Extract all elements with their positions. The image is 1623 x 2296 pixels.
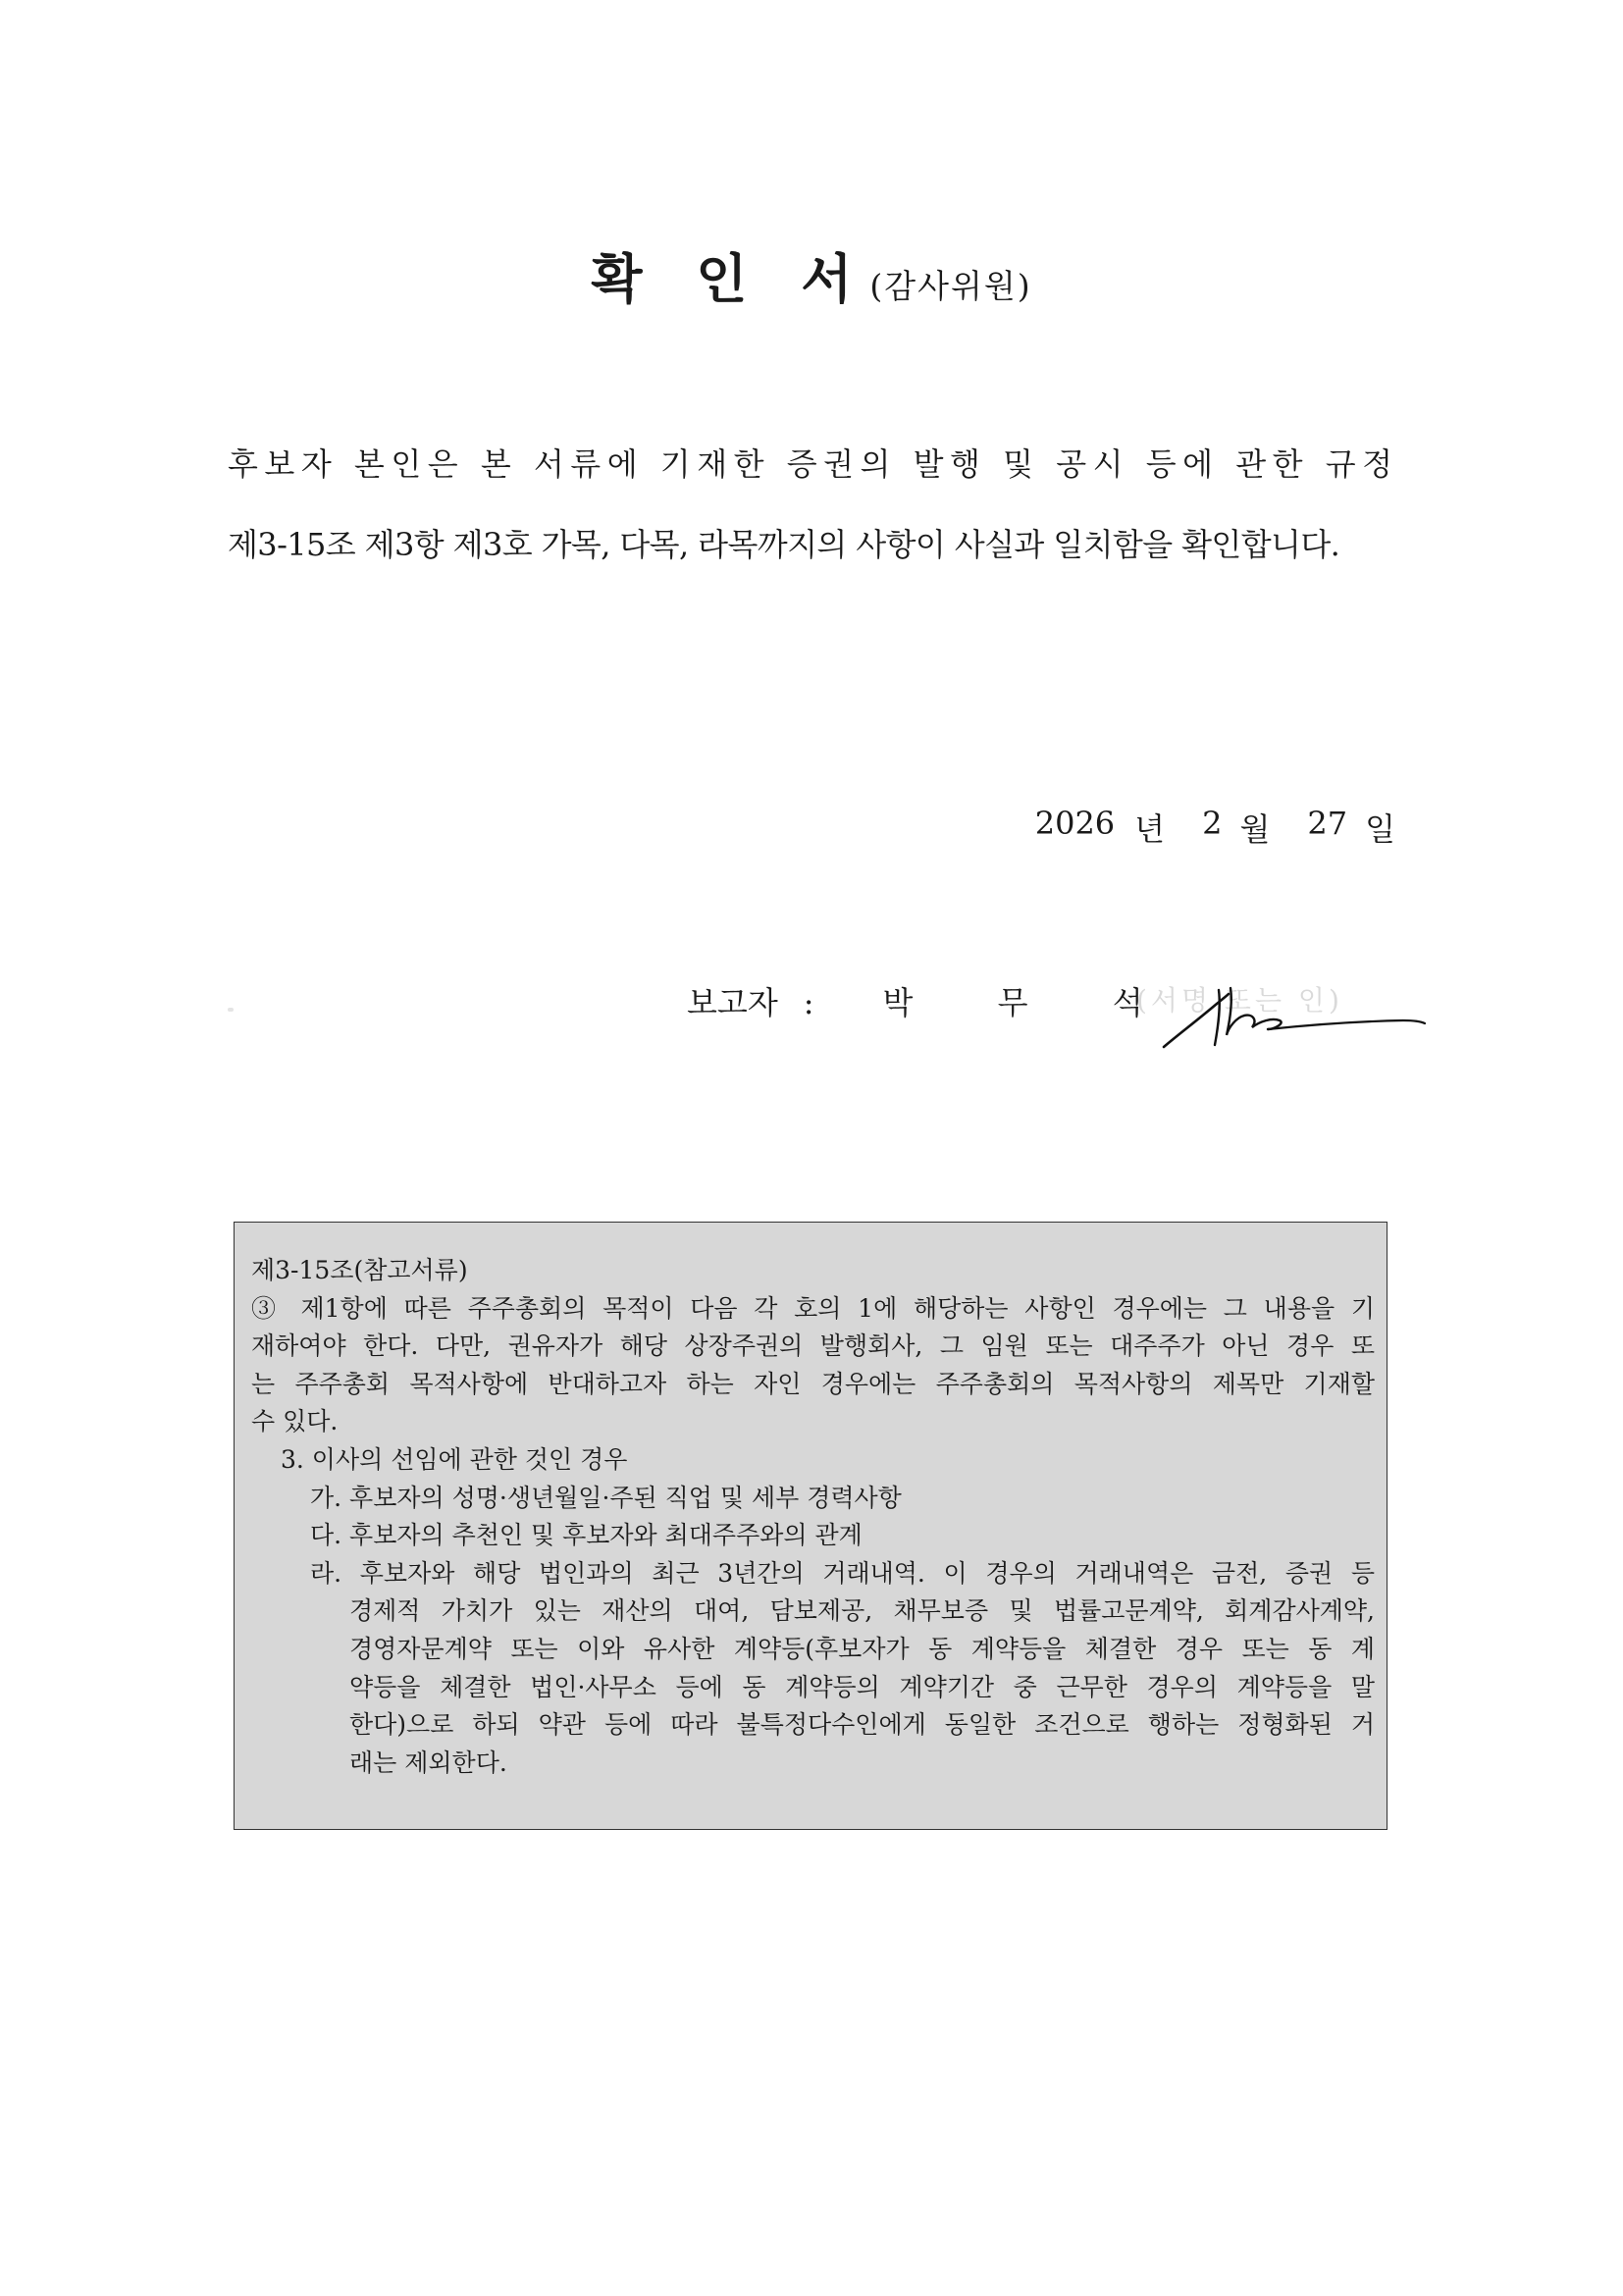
reference-paragraph-line: ③ 제1항에 따른 주주총회의 목적이 다음 각 호의 1에 해당하는 사항인 경우에는 그 내용을 기 (251, 1293, 1375, 1323)
reference-item-ra-line: 약등을 체결한 법인·사무소 등에 동 계약등의 계약기간 중 근무한 경우의 계약등을 말 (349, 1672, 1375, 1701)
date-day: 27 (1307, 805, 1348, 842)
reference-heading: 제3-15조(참고서류) (251, 1256, 468, 1284)
date-year: 2026 (1034, 805, 1116, 842)
title-main: 확 인 서 (591, 247, 870, 310)
document-date (1035, 805, 1395, 850)
reference-paragraph-line: 재하여야 한다. 다만, 권유자가 해당 상장주권의 발행회사, 그 임원 또는 대주주가 아닌 경우 또 (251, 1331, 1375, 1361)
reference-item-ra-line: 래는 제외한다. (349, 1748, 507, 1777)
statement-line-2: 제3-15조 제3항 제3호 가목, 다목, 라목까지의 사항이 사실과 일치함을 확인합니다. (228, 526, 1340, 563)
date-month: 2 (1202, 805, 1223, 842)
statement-line-1: 후보자 본인은 본 서류에 기재한 증권의 발행 및 공시 등에 관한 규정 (228, 445, 1399, 483)
date-month-label: 월 (1239, 810, 1271, 848)
reference-item-ra-line: 라. 후보자와 해당 법인과의 최근 3년간의 거래내역. 이 경우의 거래내역은 금전, 증권 등 (310, 1558, 1375, 1588)
reference-item-da: 다. 후보자의 추천인 및 후보자와 최대주주와의 관계 (310, 1521, 863, 1550)
reporter-line (687, 978, 1180, 1023)
reference-paragraph-line: 수 있다. (251, 1407, 339, 1436)
date-day-label: 일 (1365, 810, 1395, 848)
reference-regulation-box (234, 1222, 1387, 1830)
document-title (0, 237, 1623, 313)
reference-item-ra-line: 한다)으로 하되 약관 등에 따라 불특정다수인에게 동일한 조건으로 행하는 정형화된 거 (349, 1710, 1375, 1740)
handwritten-signature (1158, 966, 1433, 1065)
seal-placeholder: (서명 또는 인) (1136, 984, 1343, 1017)
reference-paragraph-line: 는 주주총회 목적사항에 반대하고자 하는 자인 경우에는 주주총회의 목적사항의 제목만 기재할 (251, 1369, 1375, 1398)
reference-item-ra-line: 경영자문계약 또는 이와 유사한 계약등(후보자가 동 계약등을 체결한 경우 또는 동 계 (349, 1634, 1375, 1663)
date-year-label: 년 (1134, 810, 1166, 848)
reference-item-ga: 가. 후보자의 성명·생년월일·주된 직업 및 세부 경력사항 (310, 1483, 902, 1512)
reporter-name: 박 무 석 (882, 984, 1180, 1021)
confirmation-statement (228, 424, 1399, 585)
scan-speck (228, 1008, 234, 1012)
reference-item-3: 3. 이사의 선임에 관한 것인 경우 (281, 1444, 628, 1474)
reporter-colon: : (803, 984, 814, 1021)
reference-item-ra-line: 경제적 가치가 있는 재산의 대여, 담보제공, 채무보증 및 법률고문계약, 회계감사계약, (349, 1596, 1375, 1626)
title-subtitle: (감사위원) (869, 267, 1032, 305)
reporter-label: 보고자 (687, 984, 778, 1021)
